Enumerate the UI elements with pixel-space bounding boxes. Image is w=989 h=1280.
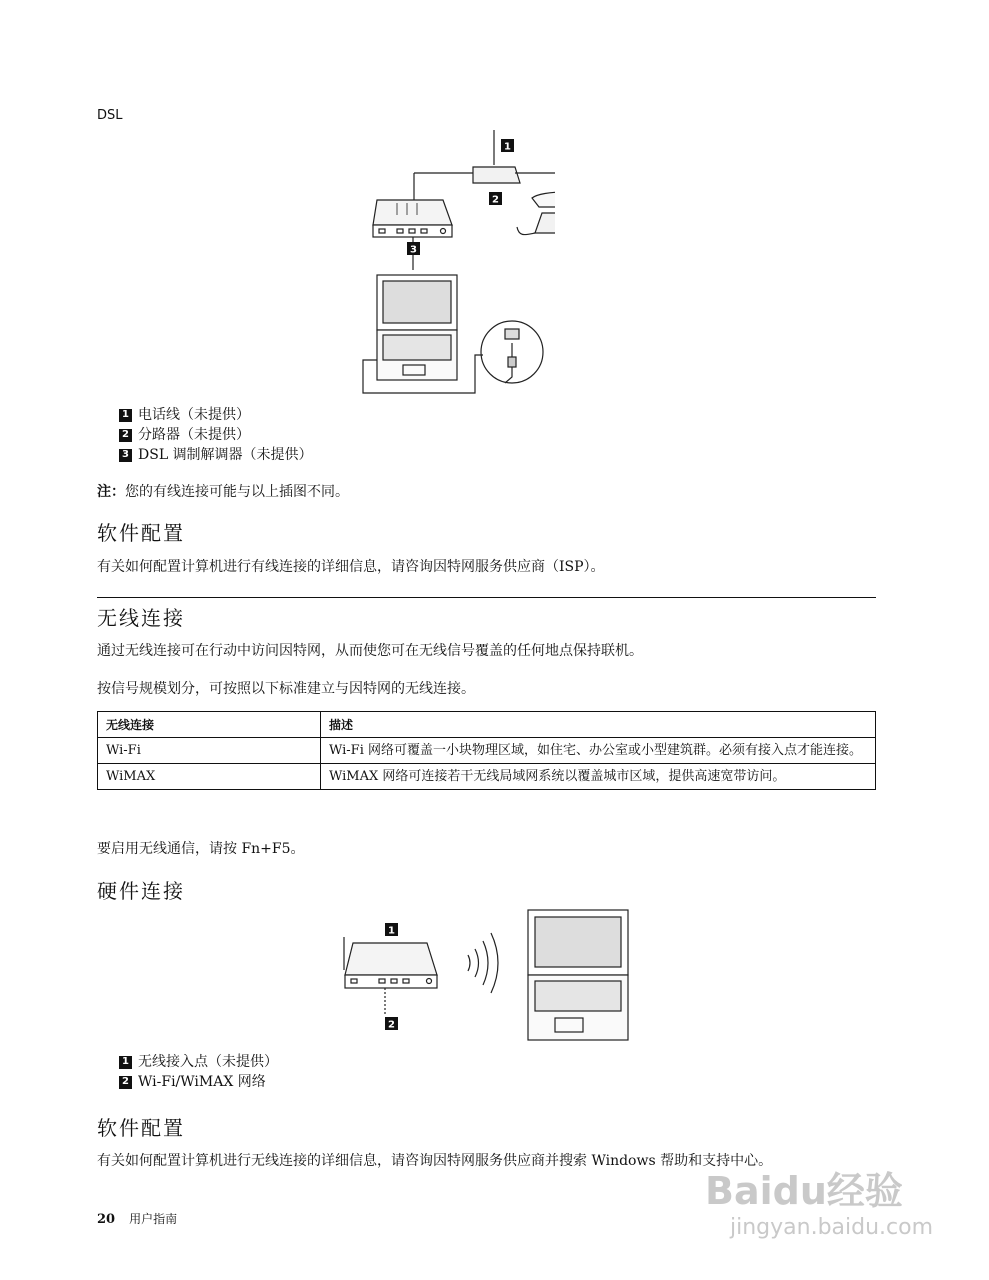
paragraph: 有关如何配置计算机进行有线连接的详细信息，请咨询因特网服务供应商（ISP）。 [97,559,605,575]
legend-badge: 2 [119,429,132,442]
legend-text: 电话线（未提供） [138,407,250,423]
legend-text: Wi-Fi/WiMAX 网络 [138,1074,266,1090]
badge-label: 3 [410,244,417,256]
badge-label: 1 [388,925,395,937]
wifi-signal-icon [468,933,498,993]
note [97,481,349,501]
page-number: 20 [97,1212,116,1227]
laptop-icon [363,275,483,393]
badge-label: 2 [388,1019,395,1031]
section-heading-hardware: 硬件连接 [97,879,185,903]
legend-item [119,1052,278,1072]
table-cell: WiMAX 网络可连接若干无线局域网系统以覆盖城市区域，提供高速宽带访问。 [321,764,876,790]
section-heading-software-config-wireless: 软件配置 [97,1116,185,1140]
legend-item [119,445,313,465]
section-divider [97,597,876,598]
table-row [98,738,876,764]
note-label: 注： [97,484,125,500]
table-header-row [98,712,876,738]
footer-title: 用户指南 [129,1212,178,1226]
modem-icon [373,200,452,237]
badge-label: 1 [504,141,511,153]
dsl-connection-diagram [355,125,555,405]
table-cell: Wi-Fi [98,738,321,764]
laptop-icon [528,910,628,1040]
wireless-types-table [97,711,876,790]
telephone-icon [517,192,555,235]
paragraph: 有关如何配置计算机进行无线连接的详细信息，请咨询因特网服务供应商并搜索 Windows 帮助和支持中心。 [97,1153,773,1169]
paragraph: 按信号规模划分，可按照以下标准建立与因特网的无线连接。 [97,681,475,697]
table-cell: Wi-Fi 网络可覆盖一小块物理区域，如住宅、办公室或小型建筑群。必须有接入点才能连接。 [321,738,876,764]
badge-label: 2 [492,194,499,206]
figure-title: DSL [97,108,123,123]
watermark-url: jingyan.baidu.com [730,1215,934,1240]
legend-badge: 1 [119,1056,132,1069]
legend-badge: 2 [119,1076,132,1089]
table-cell: WiMAX [98,764,321,790]
figure2-legend [119,1052,278,1092]
wireless-connection-diagram [335,905,635,1045]
legend-item [119,425,313,445]
table-row [98,764,876,790]
legend-text: DSL 调制解调器（未提供） [138,447,313,463]
paragraph: 要启用无线通信，请按 Fn+F5。 [97,841,305,857]
table-header: 无线连接 [98,712,321,738]
legend-text: 无线接入点（未提供） [138,1054,278,1070]
section-heading-software-config: 软件配置 [97,521,185,545]
legend-item [119,1072,278,1092]
legend-badge: 1 [119,409,132,422]
baidu-watermark-logo: Baidu经验 [705,1169,903,1213]
legend-badge: 3 [119,449,132,462]
note-text: 您的有线连接可能与以上插图不同。 [125,484,349,500]
table-header: 描述 [321,712,876,738]
section-heading-wireless: 无线连接 [97,606,185,630]
legend-text: 分路器（未提供） [138,427,250,443]
splitter-icon [473,167,520,183]
figure1-legend [119,405,313,465]
paragraph: 通过无线连接可在行动中访问因特网，从而使您可在无线信号覆盖的任何地点保持联机。 [97,643,643,659]
legend-item [119,405,313,425]
page-footer [97,1210,177,1227]
access-point-icon [344,937,437,1015]
